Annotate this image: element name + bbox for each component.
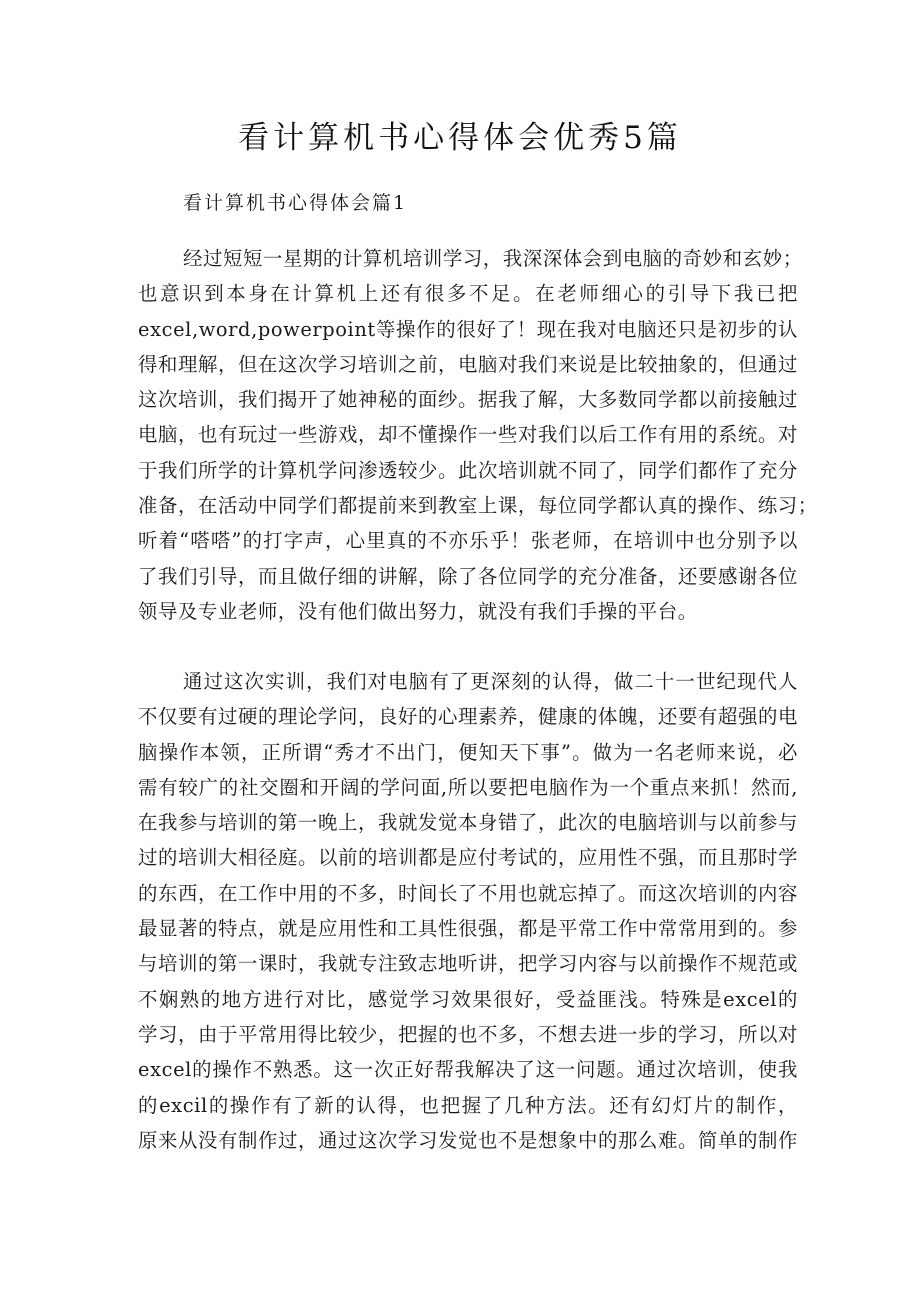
text-line: 听着“嗒嗒”的打字声，心里真的不亦乐乎！张老师，在培训中也分别予以	[138, 529, 798, 553]
text-line: 脑操作本领，正所谓“秀才不出门，便知天下事”。做为一名老师来说，必	[138, 740, 798, 764]
text-line: 在我参与培训的第一晚上，我就发觉本身错了，此次的电脑培训与以前参与	[138, 811, 798, 835]
text-line: 需有较广的社交圈和开阔的学问面,所以要把电脑作为一个重点来抓！然而,	[138, 775, 798, 799]
text-line: 的东西，在工作中用的不多，时间长了不用也就忘掉了。而这次培训的内容	[138, 881, 798, 905]
section-heading: 看计算机书心得体会篇1	[183, 192, 408, 214]
text-line: 了我们引导，而且做仔细的讲解，除了各位同学的充分准备，还要感谢各位	[138, 564, 798, 588]
text-line: 不娴熟的地方进行对比，感觉学习效果很好，受益匪浅。特殊是excel的	[138, 987, 798, 1011]
text-line: 也意识到本身在计算机上还有很多不足。在老师细心的引导下我已把	[138, 282, 798, 306]
text-line: 经过短短一星期的计算机培训学习，我深深体会到电脑的奇妙和玄妙；	[183, 247, 803, 270]
text-line: 这次培训，我们揭开了她神秘的面纱。据我了解，大多数同学都以前接触过	[138, 388, 798, 412]
text-line: 最显著的特点，就是应用性和工具性很强，都是平常工作中常常用到的。参	[138, 917, 798, 941]
text-line: 领导及专业老师，没有他们做出努力，就没有我们手操的平台。	[138, 599, 698, 623]
text-line: 学习，由于平常用得比较少，把握的也不多，不想去进一步的学习，所以对	[138, 1022, 798, 1046]
text-line: 与培训的第一课时，我就专注致志地听讲，把学习内容与以前操作不规范或	[138, 952, 798, 976]
text-line: 不仅要有过硬的理论学问，良好的心理素养，健康的体魄，还要有超强的电	[138, 705, 798, 729]
text-line: excel的操作不熟悉。这一次正好帮我解决了这一问题。通过次培训，使我	[138, 1058, 798, 1082]
document-title: 看计算机书心得体会优秀5篇	[238, 120, 682, 156]
text-line: 准备，在活动中同学们都提前来到教室上课，每位同学都认真的操作、练习；	[138, 494, 818, 518]
text-line: 通过这次实训，我们对电脑有了更深刻的认得，做二十一世纪现代人	[183, 670, 798, 693]
text-line: 过的培训大相径庭。以前的培训都是应付考试的，应用性不强，而且那时学	[138, 846, 798, 870]
text-line: 的excil的操作有了新的认得，也把握了几种方法。还有幻灯片的制作，	[138, 1093, 798, 1117]
text-line: 原来从没有制作过，通过这次学习发觉也不是想象中的那么难。简单的制作	[138, 1128, 798, 1152]
text-line: excel,word,powerpoint等操作的很好了！现在我对电脑还只是初步的认	[138, 317, 798, 341]
paragraph-2	[138, 664, 798, 1158]
text-line: 于我们所学的计算机学问渗透较少。此次培训就不同了，同学们都作了充分	[138, 458, 798, 482]
text-line: 电脑，也有玩过一些游戏，却不懂操作一些对我们以后工作有用的系统。对	[138, 423, 798, 447]
paragraph-1	[138, 241, 818, 629]
text-line: 得和理解，但在这次学习培训之前，电脑对我们来说是比较抽象的，但通过	[138, 352, 798, 376]
